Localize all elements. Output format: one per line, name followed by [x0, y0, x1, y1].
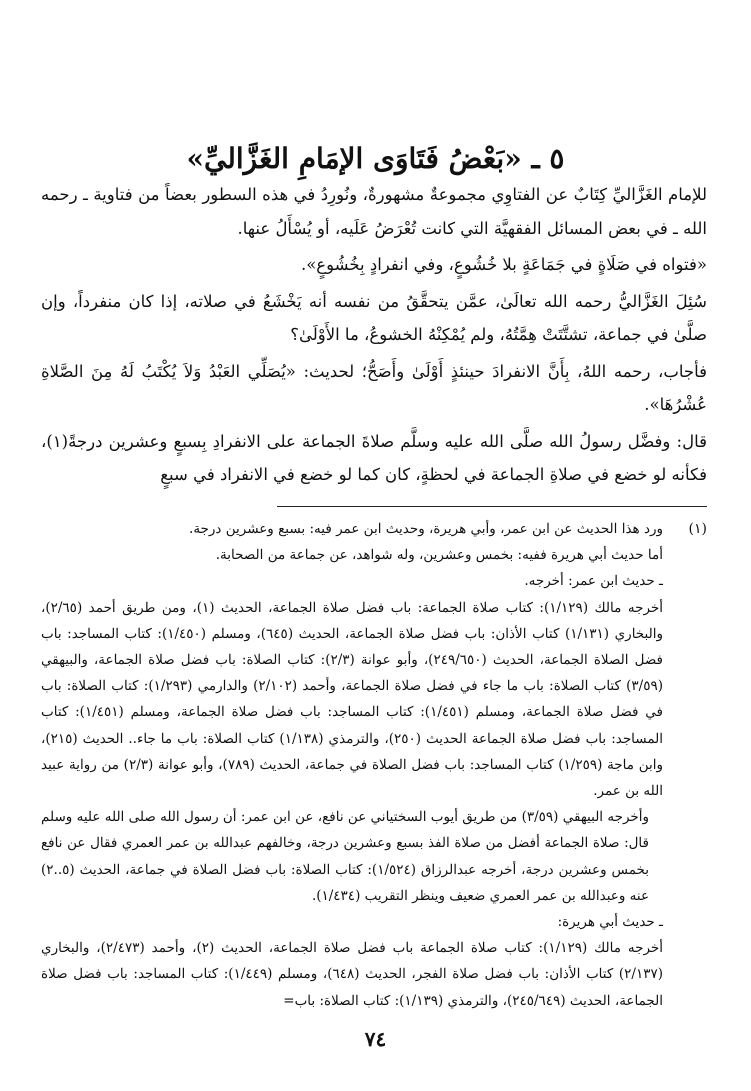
footnote-line: أما حديث أبي هريرة ففيه: بخمس وعشرين، وله شواهد، عن جماعة من الصحابة.: [215, 547, 663, 564]
footnote-line: وأخرجه البيهقي (٣/٥٩) من طريق أيوب السختياني عن نافع، عن ابن عمر: أن رسول الله صلى الله عليه وسلم قال: صلاة الجماعة أفضل من صلاة الفذ بسبع وعشرين درجة، وخالفهم عبدالله بن عمر العمري فقال عن نافع بخمس وعشرين درجة، أخرجه عبدالرزاق (١/٥٢٤): كتاب الصلاة: باب فضل الصلاة في جماعة، الحديث (٥..٢) عنه وعبدالله بن عمر العمري ضعيف وينظر التقريب (١/٤٣٤).: [41, 809, 650, 904]
footnote-number: (١): [688, 521, 707, 537]
footnote-line: ـ حديث ابن عمر: أخرجه.: [524, 573, 663, 590]
intro-paragraph: للإمام الغَزَّاليِّ كِتَابٌ عن الفتاوِي مجموعةٌ مشهورةٌ، ونُورِدُ في هذه السطور بعضاً من فتاوية ـ رحمه الله ـ في بعض المسائل الفقهيَّة التي كانت تُعْرَضُ عَلَيه، أو يُسْأَلُ عنها.: [41, 185, 707, 238]
footnote-line: ـ حديث أبي هريرة:: [557, 914, 663, 931]
footnote-line: أخرجه مالك (١/١٢٩): كتاب صلاة الجماعة: باب فضل صلاة الجماعة، الحديث (١)، ومن طريق أحمد (٢/٦٥)، والبخاري (١/١٣١) كتاب الأذان: باب فضل صلاة الجماعة، الحديث (٦٤٥)، ومسلم (١/٤٥٠): كتاب المساجد: باب فضل الصلاة الجماعة، الحديث (٢٤٩/٦٥٠)، وأبو عوانة (٢/٣): كتاب الصلاة: باب فضل صلاة الجماعة، والبيهقي (٣/٥٩) كتاب الصلاة: باب ما جاء في فضل صلاة الجماعة، وأحمد (٢/١٠٢) والدارمي (١/٢٩٣): كتاب الصلاة: باب في فضل صلاة الجماعة، ومسلم (١/٤٥١): كتاب المساجد: باب فضل صلاة الجماعة، ومسلم (١/٤٥١): كتاب المساجد: باب فضل صلاة الجماعة الحديث (٢٥٠)، والترمذي (١/١٣٨) كتاب الصلاة: باب ما جاء.. الحديث (٢١٥)، وابن ماجة (١/٢٥٩) كتاب المساجد: باب فضل الصلاة في جماعة، الحديث (٧٨٩)، وأبو عوانة (٢/٣) من رواية عبيد الله بن عمر.: [41, 599, 664, 800]
main-text: [41, 178, 707, 492]
footnote-line: ورد هذا الحديث عن ابن عمر، وأبي هريرة، وحديث ابن عمر فيه: بسبع وعشرين درجة.: [189, 521, 663, 537]
answer-paragraph: فأجاب، رحمه اللهُ، بِأَنَّ الانفرادَ حينئذٍ أَوْلَىٰ وأَصَحُّ؛ لحديث: «يُصَلِّي العَبْدُ وَلاَ يُكْتَبُ لَهُ مِنَ الصَّلاةِ عُشْرُهَا».: [41, 361, 707, 414]
footnote-line: أخرجه مالك (١/١٢٩): كتاب صلاة الجماعة باب فضل صلاة الجماعة، الحديث (٢)، وأحمد (٢/٤٧٣)، والبخاري (٢/١٣٧) كتاب الأذان: باب فضل صلاة الفجر، الحديث (٦٤٨)، ومسلم (١/٤٤٩): كتاب المساجد: باب فضل صلاة الجماعة، الحديث (٢٤٥/٦٤٩)، والترمذي (١/١٣٩): كتاب الصلاة: باب=: [41, 940, 664, 1009]
page-number: ٧٤: [364, 1027, 387, 1051]
question-paragraph: سُئِلَ الغَزَّاليُّ رحمه الله تعالَىٰ، عمَّن يتحقَّقُ من نفسه أنه يَخْشَعُ في صلاته، إذا كان منفرداً، وإن صلَّىٰ في جماعة، تشتَّتَتْ هِمَّتُهُ، ولم يُمْكِنْهُ الخشوعُ، ما الأَوْلَىٰ؟: [41, 291, 707, 344]
fatwa-title: «فتواه في صَلَاةٍ في جَمَاعَةٍ بلا خُشُوعٍ، وفي انفرادٍ بِخُشُوعٍ».: [300, 255, 707, 274]
section-heading: ٥ ـ «بَعْضُ فَتَاوَى الإمَامِ الغَزَّاليِّ»: [186, 141, 565, 175]
continuation-paragraph: قال: وفضَّل رسولُ الله صلَّى الله عليه وسلَّم صلاةَ الجماعة على الانفرادِ بِسبعٍ وعشرين درجةً(١)، فكأنه لو خضع في صلاةِ الجماعة في لحظةٍ، كان كما لو خضع في الانفراد في سبعٍ: [41, 431, 707, 484]
footnote-separator: [277, 506, 707, 507]
footnote-block: [41, 516, 663, 1014]
